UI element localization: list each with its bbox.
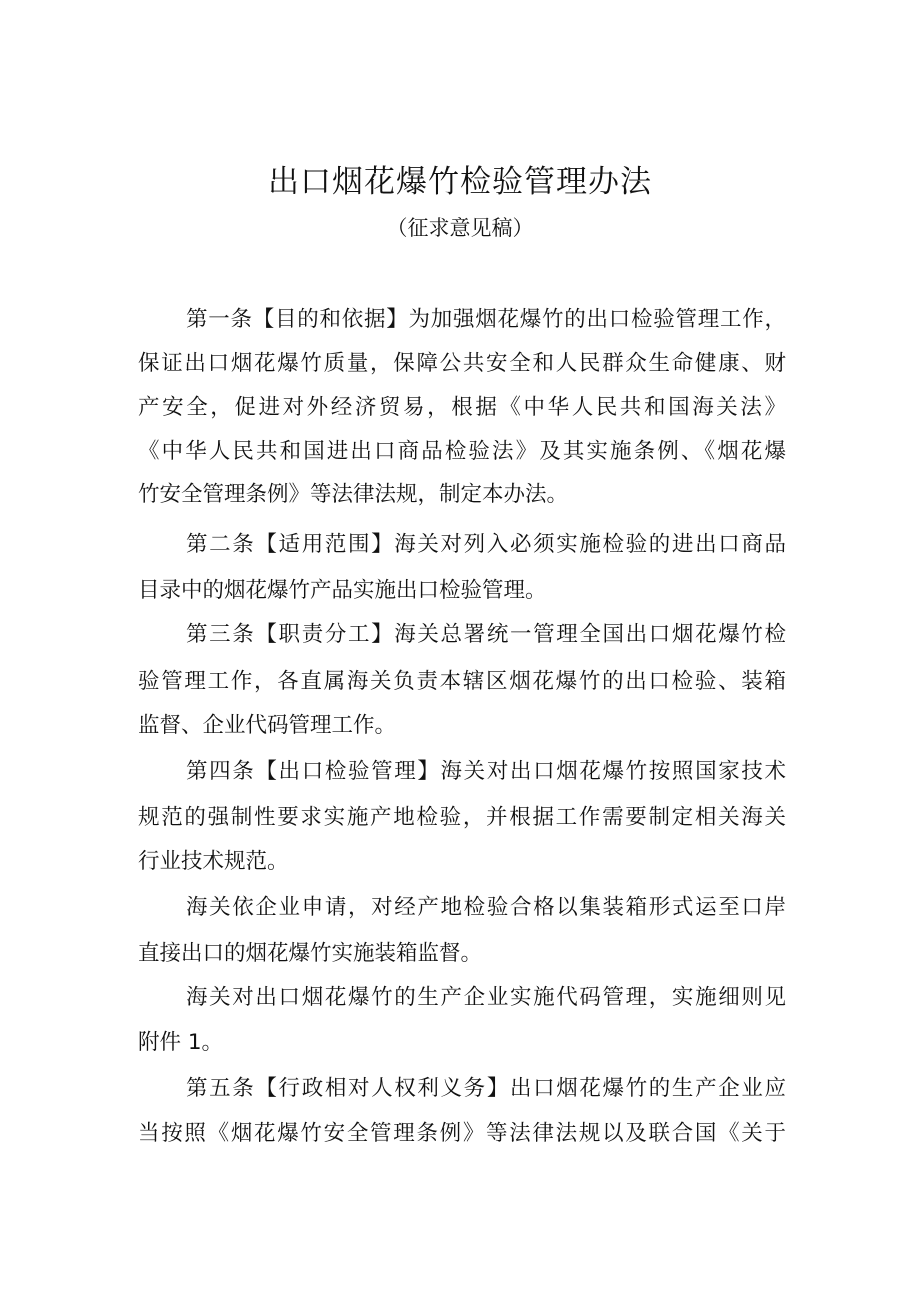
- article-4-para-3-line-2: 附件 1。: [138, 1030, 224, 1055]
- document-title: 出口烟花爆竹检验管理办法: [268, 164, 652, 200]
- article-1-line-5: 竹安全管理条例》等法律法规，制定本办法。: [138, 482, 569, 507]
- article-3-line-2: 验管理工作，各直属海关负责本辖区烟花爆竹的出口检验、装箱: [138, 669, 786, 694]
- article-5-line-2: 当按照《烟花爆竹安全管理条例》等法律法规以及联合国《关于: [138, 1121, 786, 1146]
- article-2-line-2: 目录中的烟花爆竹产品实施出口检验管理。: [138, 578, 547, 603]
- article-3-line-3: 监督、企业代码管理工作。: [138, 713, 397, 738]
- article-4-para-3-line-1: 海关对出口烟花爆竹的生产企业实施代码管理，实施细则见: [186, 985, 786, 1010]
- article-4-para-2-line-1: 海关依企业申请，对经产地检验合格以集装箱形式运至口岸: [186, 895, 786, 920]
- article-2-line-1: 第二条【适用范围】海关对列入必须实施检验的进出口商品: [186, 532, 786, 557]
- article-4-line-2: 规范的强制性要求实施产地检验，并根据工作需要制定相关海关: [138, 805, 786, 830]
- article-3-line-1: 第三条【职责分工】海关总署统一管理全国出口烟花爆竹检: [186, 622, 786, 647]
- article-1-line-1: 第一条【目的和依据】为加强烟花爆竹的出口检验管理工作，: [186, 307, 786, 332]
- article-4-line-1: 第四条【出口检验管理】海关对出口烟花爆竹按照国家技术: [186, 759, 786, 784]
- document-subtitle: （征求意见稿）: [386, 216, 534, 240]
- article-1-line-3: 产安全，促进对外经济贸易，根据《中华人民共和国海关法》: [138, 395, 786, 420]
- article-1-line-4: 《中华人民共和国进出口商品检验法》及其实施条例、《烟花爆: [138, 439, 786, 464]
- article-4-para-2-line-2: 直接出口的烟花爆竹实施装箱监督。: [138, 941, 483, 966]
- article-1-line-2: 保证出口烟花爆竹质量，保障公共安全和人民群众生命健康、财: [138, 351, 786, 376]
- article-5-line-1: 第五条【行政相对人权利义务】出口烟花爆竹的生产企业应: [186, 1076, 786, 1101]
- article-4-line-3: 行业技术规范。: [138, 849, 289, 874]
